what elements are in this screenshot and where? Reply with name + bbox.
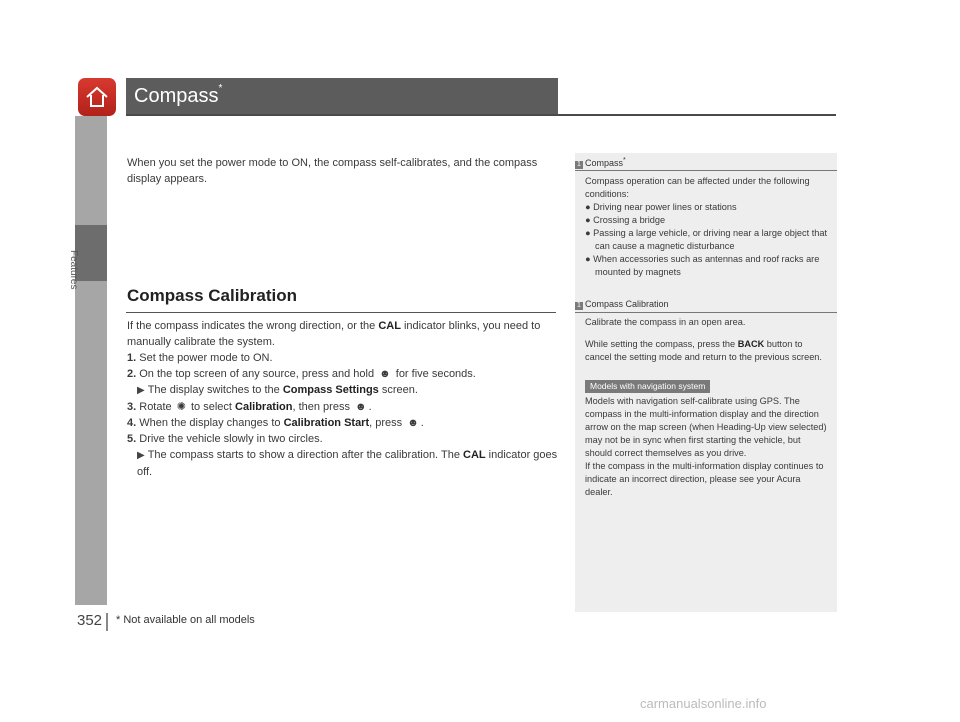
note-calibration-p3: Models with navigation self-calibrate using GPS. The compass in the multi-information display and the direction arrow on the map screen (when Heading-Up view selected) may not be in sync when first starting the vehicle, but should correct themselves as you drive. [585, 396, 827, 458]
note-compass-bullet: ● Crossing a bridge [585, 215, 666, 225]
watermark: carmanualsonline.info [640, 696, 767, 711]
calibration-steps [127, 318, 559, 480]
triangle-right-icon: ▶ [137, 385, 145, 396]
note-calibration-body [585, 316, 829, 499]
step-5: 5. Drive the vehicle slowly in two circles. [127, 433, 323, 445]
page-title [126, 78, 558, 114]
interface-dial-press-icon: ☻ [379, 368, 391, 380]
sidebar-strip [75, 116, 107, 605]
notes-panel [575, 153, 837, 612]
title-rule [126, 114, 836, 116]
interface-dial-press-icon: ☻ [407, 417, 419, 429]
note-calibration-title: 1 Compass Calibration [575, 299, 837, 310]
note-marker-icon: 1 [575, 302, 583, 310]
section-tab-label[interactable]: Features [68, 250, 79, 290]
note-calibration-p4: If the compass in the multi-information display continues to indicate an incorrect direction, please see your Acura dealer. [585, 461, 824, 497]
note-compass-body [585, 175, 829, 279]
intro-paragraph: When you set the power mode to ON, the compass self-calibrates, and the compass display appears. [127, 157, 538, 185]
step-4: 4. When the display changes to Calibration Start, press ☻ . [127, 417, 424, 429]
page-number: 352 [77, 612, 103, 629]
interface-dial-press-icon: ☻ [355, 401, 367, 413]
note-calibration-p1: Calibrate the compass in an open area. [585, 317, 746, 327]
cal-indicator-label: CAL [378, 320, 401, 332]
step-1: 1. Set the power mode to ON. [127, 352, 273, 364]
note-compass-rule [575, 170, 837, 171]
calibration-lead: If the compass indicates the wrong direction, or the CAL indicator blinks, you need to manually calibrate the system. [127, 320, 541, 348]
interface-dial-rotate-icon: ✺ [176, 401, 186, 413]
footer-divider [106, 613, 108, 631]
note-compass-title: 1 Compass* [575, 157, 837, 169]
home-icon [84, 84, 110, 110]
triangle-right-icon: ▶ [137, 450, 145, 461]
models-tag: Models with navigation system [585, 380, 710, 393]
note-calibration-p2: While setting the compass, press the BACK button to cancel the setting mode and return to the previous screen. [585, 339, 822, 362]
note-compass-bullet: ● When accessories such as antennas and roof racks are mounted by magnets [585, 254, 820, 277]
step-2: 2. On the top screen of any source, press and hold ☻ for five seconds. [127, 368, 476, 380]
section-heading: Compass Calibration [127, 286, 298, 305]
note-compass-bullet: ● Driving near power lines or stations [585, 202, 737, 212]
note-compass-bullet: ● Passing a large vehicle, or driving near a large object that can cause a magnetic disturbance [585, 228, 828, 251]
section-rule [126, 312, 556, 313]
note-compass-lead: Compass operation can be affected under the following conditions: [585, 176, 810, 199]
home-button[interactable] [78, 78, 116, 116]
note-marker-icon: 1 [575, 161, 583, 169]
step-3: 3. Rotate ✺ to select Calibration, then press ☻ . [127, 401, 372, 413]
not-all-models-mark: * [218, 83, 223, 94]
note-calibration-rule [575, 312, 837, 313]
page-title-text: Compass [134, 85, 219, 107]
step-2-result: ▶ The display switches to the Compass Settings screen. [137, 384, 418, 396]
footnote: * Not available on all models [116, 614, 255, 626]
step-5-result: ▶ The compass starts to show a direction after the calibration. The CAL indicator goes off. [137, 449, 558, 478]
sidebar-section-marker [75, 225, 107, 281]
